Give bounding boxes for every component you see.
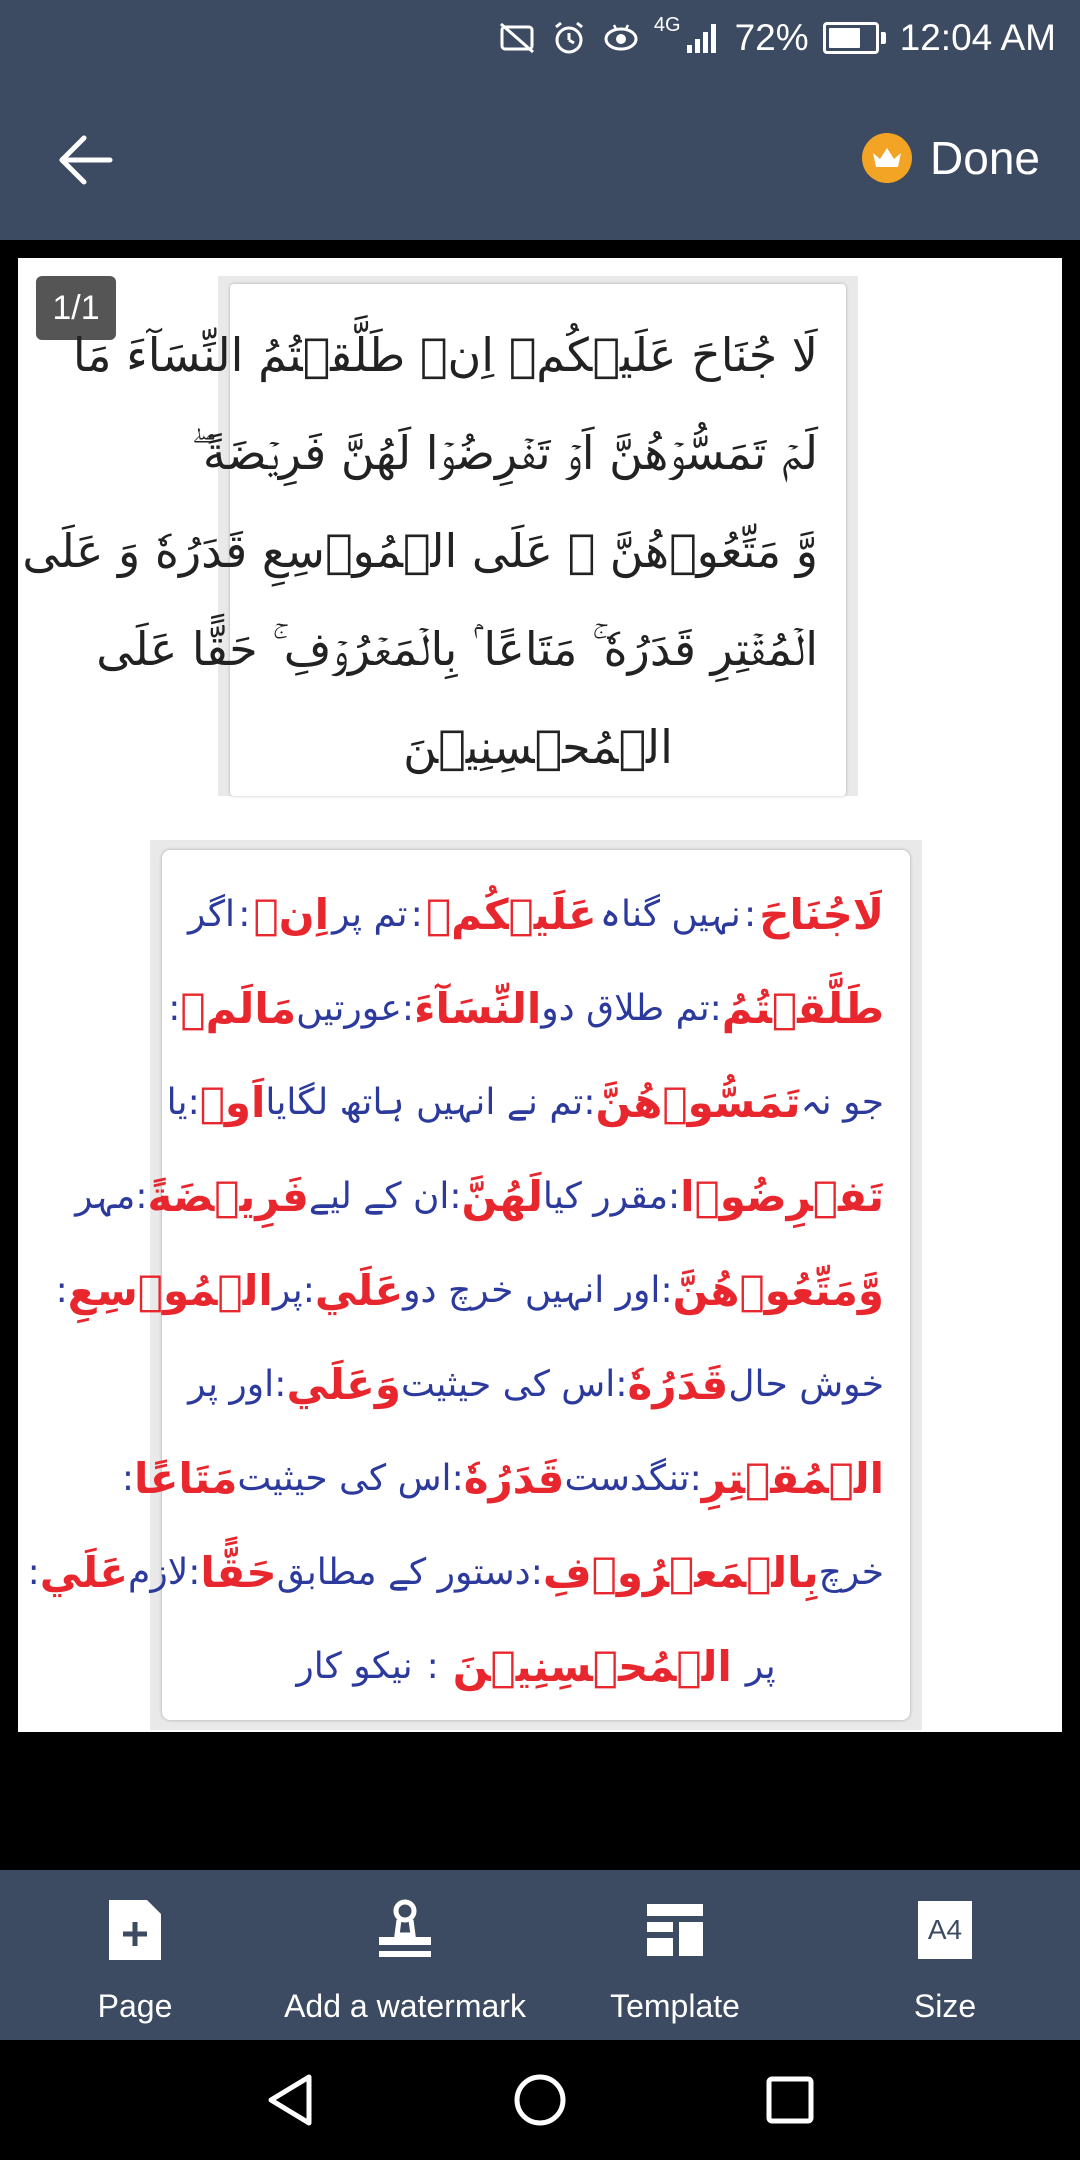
urdu-meaning: :	[426, 1646, 439, 1687]
urdu-meaning: تنگدست	[564, 1458, 690, 1499]
urdu-meaning: تم طلاق دو	[541, 988, 710, 1029]
bottom-toolbar	[0, 1870, 1080, 2040]
circle-home-icon	[513, 2073, 567, 2127]
verse-line: لَمۡ تَمَسُّوۡهُنَّ اَوۡ تَفۡرِضُوۡا لَهُنَّ فَرِيۡضَةً ۖ	[191, 426, 818, 480]
urdu-meaning: عورتیں	[296, 988, 402, 1029]
arabic-term: اَوۡ	[199, 1078, 266, 1127]
urdu-meaning: لازم	[128, 1552, 189, 1593]
page-sheet	[18, 258, 1062, 1732]
urdu-meaning: مہر	[75, 1176, 136, 1217]
urdu-meaning: :	[188, 1552, 201, 1593]
urdu-meaning: پر	[745, 1646, 776, 1687]
urdu-meaning: پر	[272, 1270, 303, 1311]
template-label: Template	[610, 1988, 740, 2024]
battery-icon	[823, 22, 886, 54]
done-button[interactable]	[862, 123, 1040, 193]
done-label: Done	[930, 132, 1040, 184]
urdu-meaning: اگر	[188, 894, 236, 935]
stamp-icon	[377, 1900, 433, 1960]
arabic-term: تَفۡرِضُوۡا	[680, 1172, 884, 1221]
add-page-icon	[107, 1900, 163, 1960]
arabic-term: الۡمُوۡسِعِ	[67, 1266, 273, 1315]
arabic-term: وَعَلَي	[286, 1360, 401, 1409]
alarm-icon	[550, 19, 588, 57]
urdu-meaning: اور انہیں خرچ دو	[403, 1270, 661, 1311]
urdu-meaning: :	[709, 988, 722, 1029]
app-bar	[0, 75, 1080, 240]
triangle-back-icon	[265, 2073, 315, 2127]
verse-line: الۡمُقۡتِرِ قَدَرُهٗ ۚ مَتَاعًا ۢ بِالۡمَعۡرُوۡفِ ۚ حَقًّا عَلَى	[96, 622, 818, 676]
glossary-line	[168, 962, 884, 1056]
arabic-term: مَالَمۡ	[180, 984, 297, 1033]
word-meaning-block	[27, 850, 910, 1720]
add-page-button[interactable]	[0, 1870, 270, 2040]
page-label: Page	[97, 1988, 173, 2024]
nav-home-button[interactable]	[510, 2070, 570, 2130]
document-canvas	[0, 240, 1080, 1870]
urdu-meaning: :	[451, 1458, 464, 1499]
arabic-term: الۡمُحۡسِنِيۡنَ	[452, 1642, 732, 1691]
arabic-term: قَدَرُهٗ	[463, 1454, 565, 1503]
arabic-term: لَهُنَّ	[461, 1172, 543, 1221]
crown-icon	[862, 133, 912, 183]
a4-size-icon: A4	[917, 1900, 973, 1960]
urdu-meaning: :	[238, 894, 251, 935]
urdu-meaning: :	[530, 1552, 543, 1593]
glossary-line	[121, 1432, 884, 1526]
urdu-meaning: خوش حال	[728, 1364, 884, 1405]
urdu-meaning: ان کے لیے	[308, 1176, 450, 1217]
status-bar	[0, 0, 1080, 75]
arabic-term: بِالۡمَعۡرُوۡفِ	[542, 1548, 819, 1597]
arabic-term: اِنۡ	[253, 890, 329, 939]
arabic-term: تَمَسُّوۡهُنَّ	[595, 1078, 801, 1127]
urdu-meaning: نہیں گناہ	[599, 894, 741, 935]
no-sim-icon	[498, 19, 536, 57]
arabic-term: عَلَي	[314, 1266, 404, 1315]
urdu-meaning: :	[135, 1176, 148, 1217]
urdu-meaning: :	[660, 1270, 673, 1311]
arabic-term: عَلَي	[39, 1548, 129, 1597]
urdu-meaning: :	[168, 988, 181, 1029]
signal-icon	[683, 19, 721, 57]
network-type: 4G	[653, 14, 681, 36]
arabic-term: فَرِيۡضَةً	[147, 1172, 309, 1221]
arabic-term: طَلَّقۡتُمُ	[721, 984, 884, 1033]
arabic-term: عَلَيۡكُمۡ	[425, 890, 597, 939]
urdu-meaning: مقرر کیا	[542, 1176, 668, 1217]
glossary-line	[188, 1620, 884, 1714]
urdu-meaning: :	[410, 894, 423, 935]
glossary-line	[188, 1338, 884, 1432]
glossary-line	[75, 1150, 884, 1244]
urdu-meaning: :	[55, 1270, 68, 1311]
clock: 12:04 AM	[899, 16, 1056, 58]
nav-recents-button[interactable]	[760, 2070, 820, 2130]
verse-line: الۡمُحۡسِنِيۡنَ	[403, 720, 673, 774]
urdu-meaning: :	[401, 988, 414, 1029]
urdu-meaning: :	[743, 894, 757, 935]
urdu-meaning: اور پر	[188, 1364, 275, 1405]
watermark-label: Add a watermark	[284, 1988, 526, 2024]
glossary-image	[27, 840, 922, 1730]
urdu-meaning: تم نے انہیں ہاتھ لگایا	[265, 1082, 584, 1123]
glossary-line	[55, 1244, 884, 1338]
urdu-meaning: :	[274, 1364, 287, 1405]
urdu-meaning: :	[689, 1458, 702, 1499]
back-arrow-icon	[58, 135, 114, 185]
urdu-meaning: :	[668, 1176, 681, 1217]
urdu-meaning: :	[121, 1458, 134, 1499]
nav-back-button[interactable]	[260, 2070, 320, 2130]
arabic-term: وَّمَتِّعُوۡهُنَّ	[672, 1266, 884, 1315]
urdu-meaning: :	[302, 1270, 315, 1311]
back-button[interactable]	[46, 120, 126, 200]
urdu-meaning: خرچ	[818, 1552, 884, 1593]
glossary-line	[188, 868, 884, 962]
urdu-meaning: :	[449, 1176, 462, 1217]
arabic-term: حَقًّا	[200, 1548, 277, 1597]
urdu-meaning: نیکو کار	[296, 1646, 413, 1687]
status-icons	[498, 10, 1056, 65]
square-recents-icon	[765, 2075, 815, 2125]
page-size-button[interactable]	[810, 1870, 1080, 2040]
page-counter: 1/1	[36, 276, 116, 340]
urdu-meaning: اس کی حیثیت	[237, 1458, 452, 1499]
urdu-meaning: :	[583, 1082, 596, 1123]
urdu-meaning: تم پر	[332, 894, 408, 935]
arabic-term: الۡمُقۡتِرِ	[701, 1454, 884, 1503]
arabic-term: لَاجُنَاحَ	[759, 890, 884, 939]
eye-comfort-icon	[602, 19, 640, 57]
urdu-meaning: :	[615, 1364, 628, 1405]
urdu-meaning: دستور کے مطابق	[276, 1552, 531, 1593]
system-nav-bar	[0, 2040, 1080, 2160]
arabic-term: مَتَاعًا	[134, 1454, 238, 1503]
arabic-term: النِّسَآءَ	[413, 984, 542, 1033]
template-button[interactable]	[540, 1870, 810, 2040]
battery-percent: 72%	[734, 16, 809, 58]
verse-line: لَا جُنَاحَ عَلَيۡكُمۡ اِنۡ طَلَّقۡتُمُ النِّسَآءَ مَا	[72, 328, 818, 382]
urdu-meaning: جو نہ	[800, 1082, 884, 1123]
glossary-line	[166, 1056, 884, 1150]
size-label: Size	[913, 1988, 977, 2024]
urdu-meaning: :	[187, 1082, 200, 1123]
template-icon	[647, 1900, 703, 1960]
urdu-meaning: :	[27, 1552, 40, 1593]
arabic-term: قَدَرُهٗ	[627, 1360, 729, 1409]
verse-line: وَّ مَتِّعُوۡهُنَّ ۚ عَلَى الۡمُوۡسِعِ قَدَرُهٗ وَ عَلَى	[22, 524, 818, 578]
glossary-line	[27, 1526, 884, 1620]
urdu-meaning: یا	[166, 1082, 188, 1123]
add-watermark-button[interactable]	[270, 1870, 540, 2040]
urdu-meaning: اس کی حیثیت	[401, 1364, 616, 1405]
